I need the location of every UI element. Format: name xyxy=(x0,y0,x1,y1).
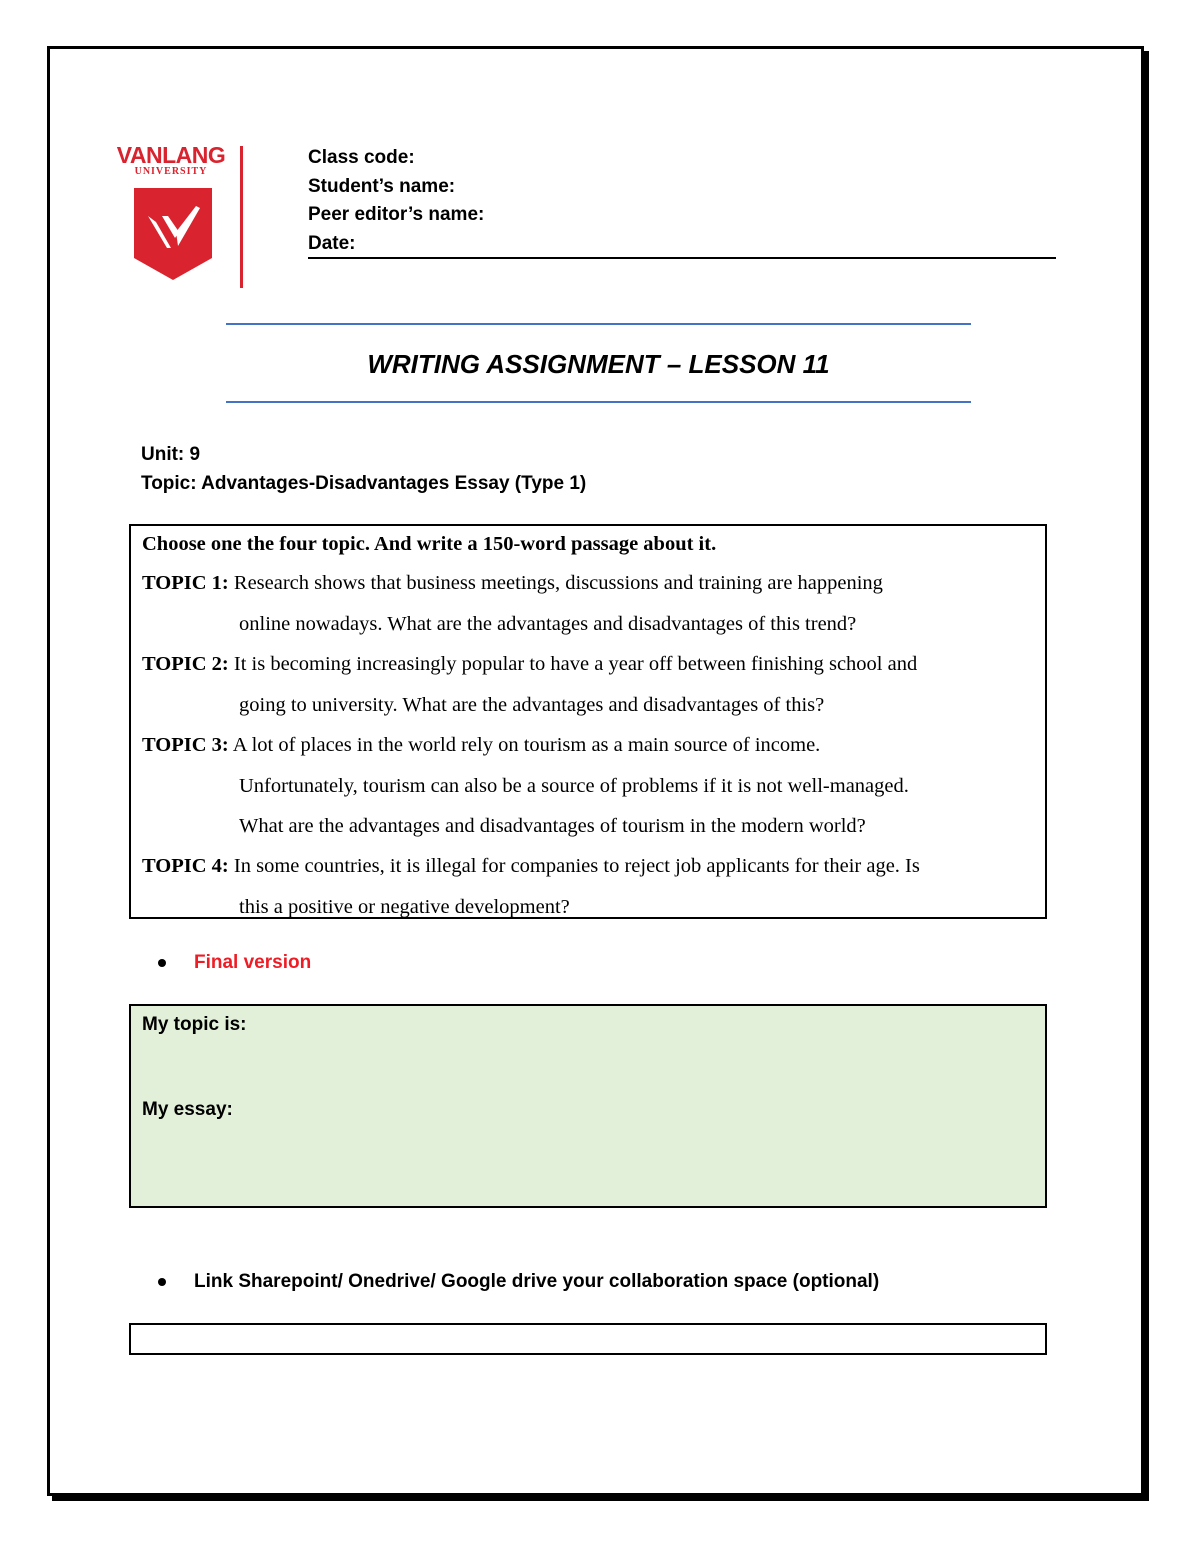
topic-3 xyxy=(142,725,1042,847)
student-info xyxy=(308,144,1056,258)
topic-4-label: TOPIC 4: xyxy=(142,855,229,877)
topic-4 xyxy=(142,846,1042,919)
topic-3-line-2: Unfortunately, tourism can also be a source of problems if it is not well-managed. xyxy=(239,774,909,797)
topic-4-line-2: this a positive or negative development? xyxy=(239,895,570,918)
unit-label: Unit: 9 xyxy=(141,444,201,465)
logo-wordmark: VANLANG xyxy=(116,142,226,168)
title-rule-bottom xyxy=(226,401,971,403)
title-rule-top xyxy=(226,323,971,325)
student-name-label: Student’s name: xyxy=(308,175,456,197)
bullet-icon xyxy=(158,1278,166,1286)
logo-subtitle: UNIVERSITY xyxy=(134,166,208,177)
collaboration-link-label: Link Sharepoint/ Onedrive/ Google drive your collaboration space (optional) xyxy=(194,1271,880,1292)
topic-2-line-1: It is becoming increasingly popular to have a year off between finishing school and xyxy=(233,653,918,675)
peer-editor-label: Peer editor’s name: xyxy=(308,204,485,225)
topic-1 xyxy=(142,563,1042,644)
topic-3-line-3: What are the advantages and disadvantages of tourism in the modern world? xyxy=(239,815,866,837)
topic-1-line-1: Research shows that business meetings, discussions and training are happening xyxy=(233,572,883,594)
essay-box[interactable] xyxy=(129,1004,1047,1208)
class-code-label: Class code: xyxy=(308,147,415,168)
topic-2-line-2: going to university. What are the advantages and disadvantages of this? xyxy=(239,693,825,716)
my-essay-label: My essay: xyxy=(142,1099,233,1120)
collaboration-link-input[interactable] xyxy=(129,1323,1047,1355)
topics-box xyxy=(129,524,1047,919)
topic-2-label: TOPIC 2: xyxy=(142,653,229,675)
my-topic-label: My topic is: xyxy=(142,1014,247,1035)
topic-3-line-1: A lot of places in the world rely on tourism as a main source of income. xyxy=(232,734,821,756)
logo-divider xyxy=(240,146,243,288)
date-label: Date: xyxy=(308,232,356,254)
bullet-icon xyxy=(158,959,166,967)
unit-topic xyxy=(141,440,586,498)
topic-4-line-1: In some countries, it is illegal for companies to reject job applicants for their age. Is xyxy=(233,855,920,877)
topic-1-label: TOPIC 1: xyxy=(142,572,229,594)
topics-instruction: Choose one the four topic. And write a 150-word passage about it. xyxy=(142,533,717,555)
university-logo xyxy=(110,142,235,287)
page-title: WRITING ASSIGNMENT – LESSON 11 xyxy=(367,349,830,379)
topic-label: Topic: Advantages-Disadvantages Essay (Type 1) xyxy=(141,473,587,494)
topic-2 xyxy=(142,644,1042,725)
topic-3-label: TOPIC 3: xyxy=(142,734,229,756)
header-underline xyxy=(308,257,1056,259)
topic-1-line-2: online nowadays. What are the advantages and disadvantages of this trend? xyxy=(239,612,857,635)
final-version-label: Final version xyxy=(194,952,312,973)
shield-emblem-icon xyxy=(134,188,212,280)
